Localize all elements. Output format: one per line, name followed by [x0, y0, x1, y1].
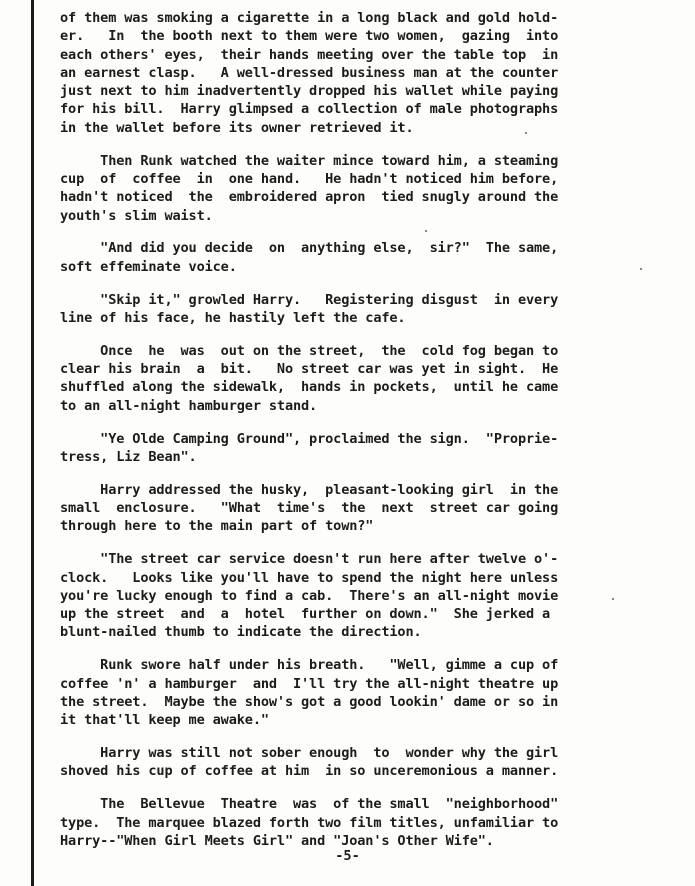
text-line: in the wallet before its owner retrieved it.	[60, 119, 414, 136]
paragraph	[60, 656, 642, 729]
text-line: cup of coffee in one hand. He hadn't noticed him before,	[60, 170, 559, 187]
paragraph	[60, 795, 642, 850]
paper-speck	[425, 230, 427, 232]
paragraph	[60, 342, 642, 415]
text-line: of them was smoking a cigarette in a long black and gold hold-	[60, 10, 559, 26]
binding-margin-line	[31, 0, 34, 886]
text-line: hadn't noticed the embroidered apron tied snugly around the	[60, 189, 559, 206]
paragraph	[60, 291, 642, 328]
text-line: type. The marquee blazed forth two film titles, unfamiliar to	[60, 814, 559, 831]
text-line: shuffled along the sidewalk, hands in pockets, until he came	[60, 379, 559, 396]
text-line: Runk swore half under his breath. "Well, gimme a cup of	[60, 657, 559, 674]
text-line: an earnest clasp. A well-dressed business man at the counter	[60, 64, 559, 81]
paper-speck	[525, 132, 527, 134]
text-line: Harry was still not sober enough to wonder why the girl	[60, 745, 559, 762]
paragraph	[60, 744, 642, 781]
text-line: each others' eyes, their hands meeting over the table top in	[60, 46, 559, 63]
text-line: "And did you decide on anything else, sir?" The same,	[60, 240, 559, 257]
text-line: the street. Maybe the show's got a good lookin' dame or so in	[60, 693, 559, 710]
paragraph	[60, 550, 642, 641]
manuscript-body	[60, 9, 642, 865]
paragraph	[60, 430, 642, 467]
paragraph	[60, 9, 642, 137]
paragraph	[60, 481, 642, 536]
paragraph	[60, 152, 642, 225]
page-number: -5-	[335, 848, 360, 864]
text-line: soft effeminate voice.	[60, 258, 237, 275]
text-line: blunt-nailed thumb to indicate the direction.	[60, 624, 422, 641]
text-line: shoved his cup of coffee at him in so unceremonious a manner.	[60, 763, 559, 780]
text-line: Harry--"When Girl Meets Girl" and "Joan's Other Wife".	[60, 832, 494, 849]
text-line: Then Runk watched the waiter mince toward him, a steaming	[60, 152, 559, 169]
text-line: just next to him inadvertently dropped his wallet while paying	[60, 83, 559, 100]
text-line: coffee 'n' a hamburger and I'll try the all-night theatre up	[60, 675, 559, 692]
text-line: youth's slim waist.	[60, 207, 213, 224]
text-line: Once he was out on the street, the cold fog began to	[60, 342, 559, 359]
text-line: tress, Liz Bean".	[60, 448, 197, 465]
text-line: line of his face, he hastily left the cafe.	[60, 309, 406, 326]
text-line: clock. Looks like you'll have to spend the night here unless	[60, 569, 559, 586]
text-line: for his bill. Harry glimpsed a collection of male photographs	[60, 101, 559, 118]
text-line: The Bellevue Theatre was of the small "neighborhood"	[60, 796, 559, 813]
text-line: "Skip it," growled Harry. Registering disgust in every	[60, 291, 559, 308]
text-line: it that'll keep me awake."	[60, 712, 269, 729]
paper-speck	[640, 268, 642, 270]
paragraph	[60, 239, 642, 276]
text-line: "Ye Olde Camping Ground", proclaimed the sign. "Proprie-	[60, 430, 559, 447]
text-line: to an all-night hamburger stand.	[60, 397, 318, 414]
text-line: up the street and a hotel further on down." She jerked a	[60, 606, 551, 623]
text-line: er. In the booth next to them were two women, gazing into	[60, 28, 559, 45]
text-line: Harry addressed the husky, pleasant-looking girl in the	[60, 481, 559, 498]
text-line: clear his brain a bit. No street car was yet in sight. He	[60, 361, 559, 378]
text-line: "The street car service doesn't run here after twelve o'-	[60, 551, 559, 568]
text-line: through here to the main part of town?"	[60, 518, 374, 535]
paper-speck	[612, 598, 614, 600]
text-line: small enclosure. "What time's the next street car going	[60, 500, 559, 517]
text-line: you're lucky enough to find a cab. There's an all-night movie	[60, 587, 559, 604]
